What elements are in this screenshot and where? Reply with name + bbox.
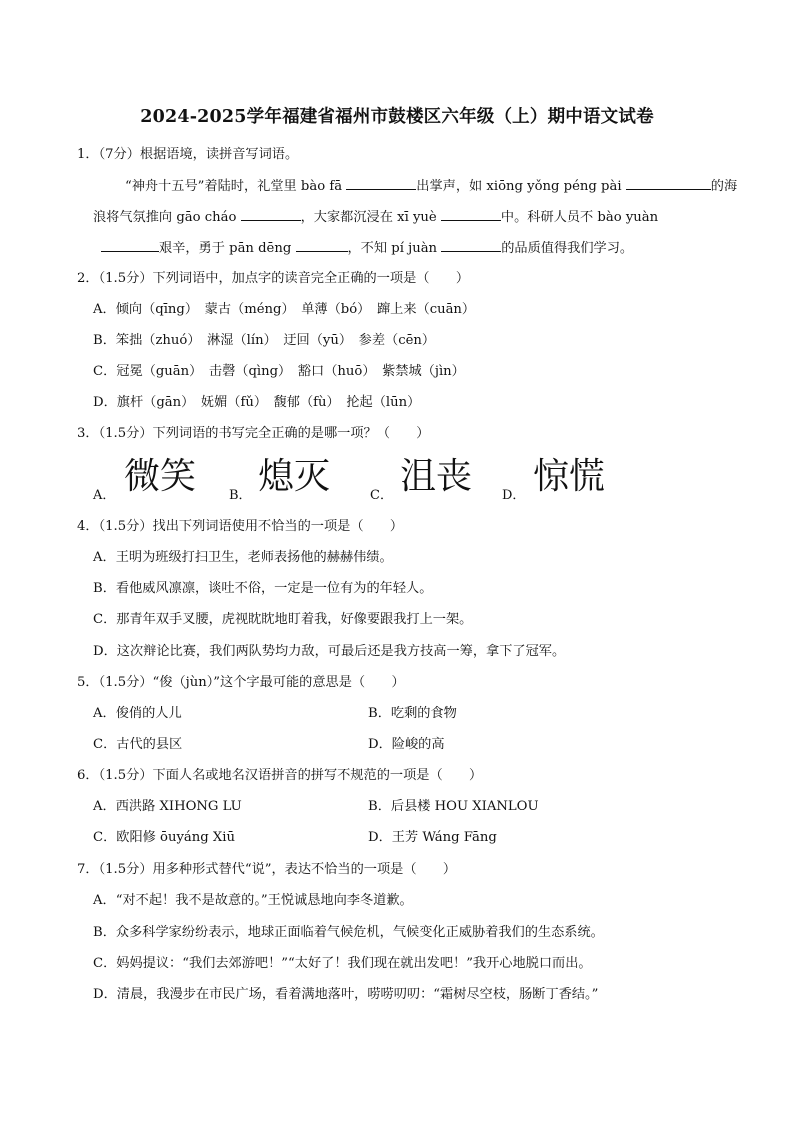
q6-option-b[interactable]: B．后县楼 HOU XIANLOU [368, 799, 539, 814]
q3-option-b-label: B． [229, 488, 252, 503]
q3-option-c-word: 沮丧 [400, 456, 473, 497]
q1-text-1c: 的海 [710, 179, 738, 194]
q1-text-2c: 中。科研人员不 bào yuàn [500, 210, 659, 225]
q1-text-1a: “神舟十五号”着陆时，礼堂里 bào fā [125, 179, 347, 194]
q3-option-a-label: A． [93, 488, 116, 503]
q7-option-c[interactable]: C．妈妈提议：“我们去郊游吧！”“太好了！我们现在就出发吧！”我开心地脱口而出。 [93, 956, 592, 971]
q3-option-c-label: C． [370, 488, 393, 503]
answer-blank-1[interactable] [346, 177, 416, 190]
answer-blank-2[interactable] [626, 177, 711, 190]
q6-option-c[interactable]: C．欧阳修 ōuyáng Xiū [93, 830, 236, 845]
q1-text-3d: 的品质值得我们学习。 [501, 241, 634, 256]
q1-passage-line-2 [93, 208, 658, 227]
q1-text-1b: 出掌声，如 xiōng yǒng péng pài [416, 179, 626, 194]
answer-blank-3[interactable] [241, 208, 301, 221]
q3-option-d-word: 惊慌 [533, 456, 606, 497]
q7-option-a[interactable]: A．“对不起！我不是故意的。”王悦诚恳地向李冬道歉。 [93, 893, 413, 908]
q1-text-2a: 浪将气氛推向 gāo cháo [93, 210, 241, 225]
q5-option-d[interactable]: D．险峻的高 [368, 737, 445, 752]
q7-option-d[interactable]: D．清晨，我漫步在市民广场，看着满地落叶，唠唠叨叨：“霜树尽空枝，肠断丁香结。” [93, 987, 599, 1002]
answer-blank-5[interactable] [101, 239, 159, 252]
q5-stem: 5．（1.5分）“俊（jùn）”这个字最可能的意思是（ ） [77, 675, 405, 690]
q5-option-b[interactable]: B．吃剩的食物 [368, 706, 457, 721]
q1-text-3c: ，不知 pí juàn [347, 241, 442, 256]
q1-stem: 1．（7分）根据语境，读拼音写词语。 [77, 147, 299, 162]
q3-option-b-word: 熄灭 [258, 456, 331, 497]
q2-option-d[interactable]: D．旗杆（gān） 妩媚（fǔ） 馥郁（fù） 抡起（lūn） [93, 395, 421, 410]
q2-option-a[interactable]: A．倾向（qīng） 蒙古（méng） 单薄（bó） 蹿上来（cuān） [93, 302, 476, 317]
answer-blank-6[interactable] [296, 239, 348, 252]
answer-blank-4[interactable] [441, 208, 501, 221]
q2-stem: 2．（1.5分）下列词语中，加点字的读音完全正确的一项是（ ） [77, 271, 470, 286]
q5-option-a[interactable]: A．俊俏的人儿 [93, 706, 182, 721]
q6-option-d[interactable]: D．王芳 Wáng Fāng [368, 830, 497, 845]
exam-title: 2024-2025学年福建省福州市鼓楼区六年级（上）期中语文试卷 [140, 107, 654, 127]
answer-blank-7[interactable] [441, 239, 501, 252]
q6-stem: 6．（1.5分）下面人名或地名汉语拼音的拼写不规范的一项是（ ） [77, 768, 483, 783]
q7-stem: 7．（1.5分）用多种形式替代“说”，表达不恰当的一项是（ ） [77, 862, 457, 877]
q1-text-3b: 艰辛，勇于 pān dēng [159, 241, 296, 256]
q2-option-b[interactable]: B．笨拙（zhuó） 淋湿（lín） 迂回（yū） 参差（cēn） [93, 333, 436, 348]
q1-text-2b: ，大家都沉浸在 xī yuè [300, 210, 441, 225]
q4-option-c[interactable]: C．那青年双手叉腰，虎视眈眈地盯着我，好像要跟我打上一架。 [93, 612, 473, 627]
q4-option-b[interactable]: B．看他威风凛凛，谈吐不俗，一定是一位有为的年轻人。 [93, 581, 433, 596]
q3-stem: 3．（1.5分）下列词语的书写完全正确的是哪一项？（ ） [77, 426, 430, 441]
q7-option-b[interactable]: B．众多科学家纷纷表示，地球正面临着气候危机，气候变化正威胁着我们的生态系统。 [93, 925, 604, 940]
q4-stem: 4．（1.5分）找出下列词语使用不恰当的一项是（ ） [77, 519, 404, 534]
q3-option-d-label: D． [502, 488, 526, 503]
q5-option-c[interactable]: C．古代的县区 [93, 737, 183, 752]
q4-option-a[interactable]: A．王明为班级打扫卫生，老师表扬他的赫赫伟绩。 [93, 550, 393, 565]
q3-option-a-word: 微笑 [124, 456, 197, 497]
q2-option-c[interactable]: C．冠冕（guān） 击磬（qìng） 豁口（huō） 紫禁城（jìn） [93, 364, 465, 379]
q1-passage-line-3 [101, 239, 633, 258]
q6-option-a[interactable]: A．西洪路 XIHONG LU [93, 799, 242, 814]
q1-passage-line-1 [125, 177, 737, 196]
q4-option-d[interactable]: D．这次辩论比赛，我们两队势均力敌，可最后还是我方技高一筹，拿下了冠军。 [93, 644, 566, 659]
